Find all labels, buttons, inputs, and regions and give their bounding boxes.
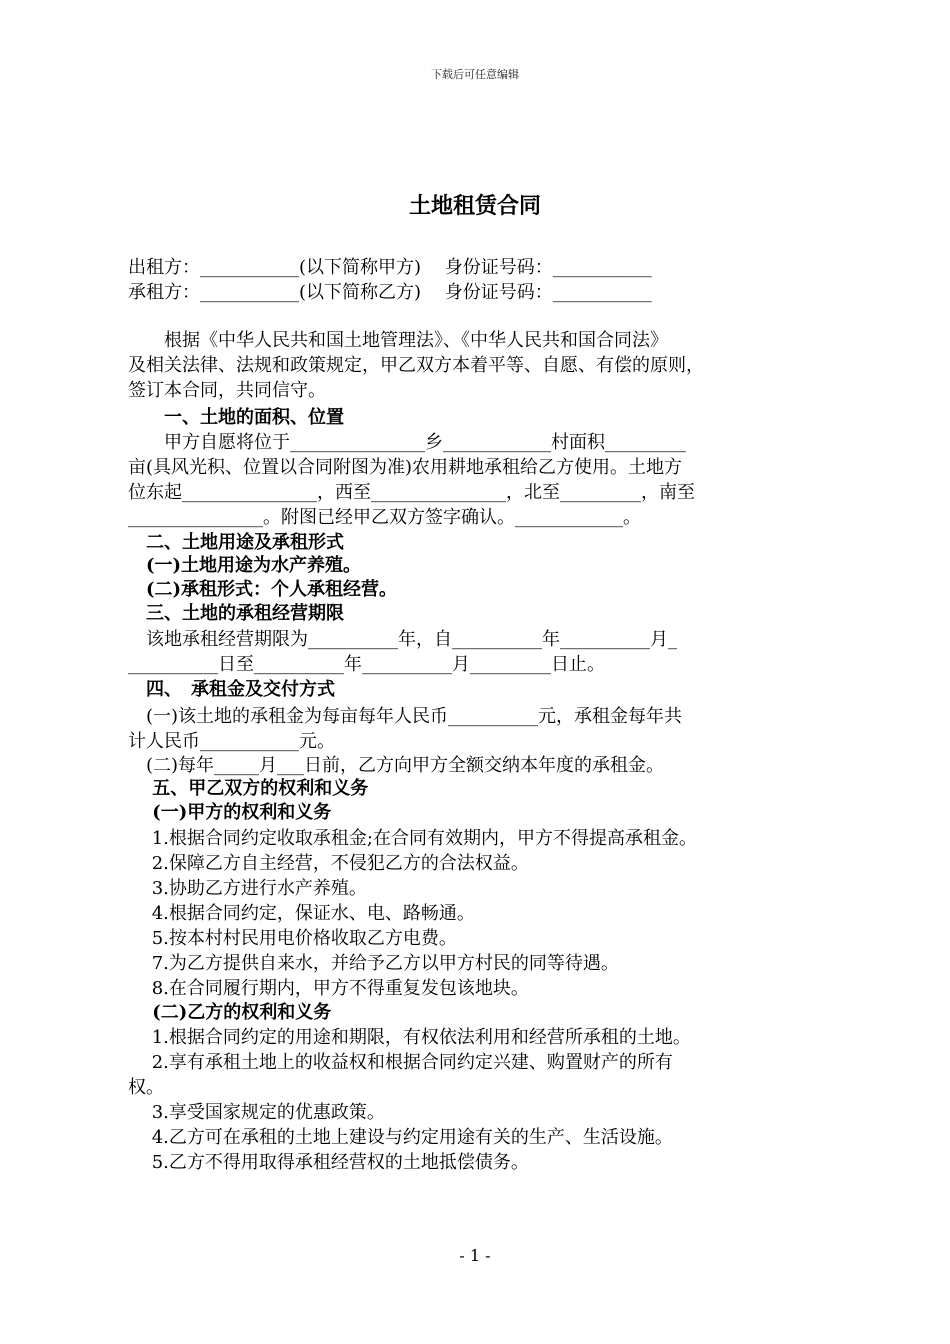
section-2-item-2: (二)承租形式：个人承租经营。 — [128, 579, 398, 600]
preamble-line-3: 签订本合同，共同信守。 — [128, 380, 326, 401]
party-b-item-2-line-2: 权。 — [128, 1077, 164, 1098]
party-b-item-1: 1.根据合同约定的用途和期限，有权依法利用和经营所承租的土地。 — [128, 1027, 691, 1048]
party-b-item-3: 3.享受国家规定的优惠政策。 — [128, 1102, 385, 1123]
section-1-line-4: _______________。附图已经甲乙双方签字确认。____________。 — [128, 507, 641, 528]
section-3-line-1: 该地承租经营期限为__________年，自__________年__________月_ — [128, 629, 677, 650]
party-a-item-5: 5.按本村村民用电价格收取乙方电费。 — [128, 928, 457, 949]
section-1-line-2: 亩(具风光积、位置以合同附图为准)农用耕地承租给乙方使用。土地方 — [128, 457, 683, 478]
party-b-heading: (二)乙方的权利和义务 — [128, 1002, 332, 1023]
section-4-item-1-line-1: (一)该土地的承租金为每亩每年人民币__________元，承租金每年共 — [128, 706, 683, 727]
section-4-heading: 四、 承租金及交付方式 — [128, 679, 335, 700]
party-a-item-3: 3.协助乙方进行水产养殖。 — [128, 878, 367, 899]
section-2-item-1: (一)土地用途为水产养殖。 — [128, 555, 362, 576]
section-1-line-3: 位东起_______________，西至_______________，北至_________，南至 — [128, 482, 695, 503]
section-3-heading: 三、土地的承租经营期限 — [128, 603, 344, 624]
party-a-item-8: 8.在合同履行期内，甲方不得重复发包该地块。 — [128, 978, 529, 999]
section-1-heading: 一、土地的面积、位置 — [128, 407, 344, 428]
section-2-heading: 二、土地用途及承租形式 — [128, 532, 344, 553]
party-a-item-2: 2.保障乙方自主经营，不侵犯乙方的合法权益。 — [128, 853, 529, 874]
section-1-line-1: 甲方自愿将位于_______________乡____________村面积_________ — [128, 432, 686, 453]
party-a-heading: (一)甲方的权利和义务 — [128, 802, 332, 823]
party-b-item-5: 5.乙方不得用取得承租经营权的土地抵偿债务。 — [128, 1152, 529, 1173]
page-header: 下载后可任意编辑 — [431, 68, 519, 81]
party-a-item-4: 4.根据合同约定，保证水、电、路畅通。 — [128, 903, 475, 924]
lessee-line: 承租方：___________(以下简称乙方) 身份证号码：___________ — [128, 282, 652, 303]
section-5-heading: 五、甲乙双方的权利和义务 — [128, 778, 369, 799]
section-4-item-2: (二)每年_____月___日前，乙方向甲方全额交纳本年度的承租金。 — [128, 755, 665, 776]
section-4-item-1-line-2: 计人民币___________元。 — [128, 731, 335, 752]
preamble-line-1: 根据《中华人民共和国土地管理法》、《中华人民共和国合同法》 — [128, 330, 668, 351]
party-b-item-4: 4.乙方可在承租的土地上建设与约定用途有关的生产、生活设施。 — [128, 1127, 673, 1148]
party-b-item-2-line-1: 2.享有承租土地上的收益权和根据合同约定兴建、购置财产的所有 — [128, 1052, 673, 1073]
party-a-item-1: 1.根据合同约定收取承租金;在合同有效期内，甲方不得提高承租金。 — [128, 828, 697, 849]
section-3-line-2: __________日至__________年__________月_________日止。 — [128, 654, 605, 675]
page-number: - 1 - — [459, 1246, 491, 1265]
document-title: 土地租赁合同 — [408, 193, 541, 219]
preamble-line-2: 及相关法律、法规和政策规定，甲乙双方本着平等、自愿、有偿的原则， — [128, 355, 704, 376]
party-a-item-7: 7.为乙方提供自来水，并给予乙方以甲方村民的同等待遇。 — [128, 953, 619, 974]
lessor-line: 出租方：___________(以下简称甲方) 身份证号码：___________ — [128, 257, 652, 278]
